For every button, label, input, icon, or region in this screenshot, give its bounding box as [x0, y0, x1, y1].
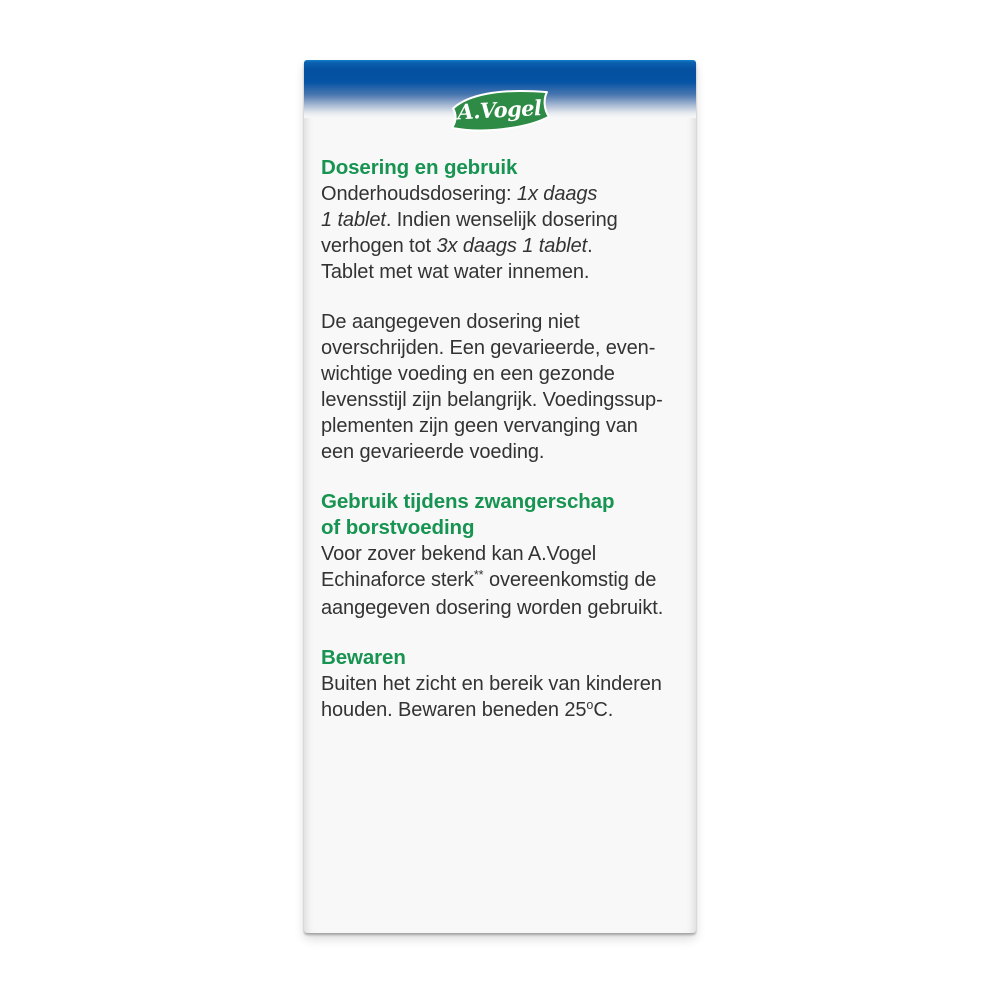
text-line: overschrijden. Een gevarieerde, even-: [321, 337, 656, 359]
text-line: levensstijl zijn belangrijk. Voedingssup-: [321, 389, 663, 411]
text-line: Voor zover bekend kan A.Vogel: [321, 543, 597, 565]
text-segment: overeenkomstig de: [483, 569, 657, 591]
section-heading: Dosering en gebruik: [321, 156, 518, 179]
text-line: [321, 259, 685, 285]
text-segment: .: [587, 235, 593, 257]
label-text-content: [321, 155, 685, 725]
text-line: Buiten het zicht en bereik van kinderen: [321, 673, 662, 695]
text-segment: Tablet met wat water innemen.: [321, 261, 590, 283]
logo-text: A.Vogel: [456, 94, 543, 125]
text-segment-italic: 1x daags: [516, 183, 598, 205]
superscript-degree: o: [586, 698, 594, 712]
text-line: een gevarieerde voeding.: [321, 441, 545, 463]
text-segment: Echinaforce sterk: [321, 569, 474, 591]
text-line: wichtige voeding en een gezonde: [321, 363, 615, 385]
text-line: De aangegeven dosering niet: [321, 311, 580, 333]
section-dosering-en-gebruik: [321, 155, 685, 285]
section-heading: of borstvoeding: [321, 516, 475, 539]
text-segment: C.: [593, 699, 614, 721]
text-segment-italic: 3x daags 1 tablet: [436, 235, 588, 257]
section-zwangerschap: [321, 489, 685, 621]
section-dosering-waarschuwing: [321, 309, 685, 465]
text-line: [321, 181, 685, 207]
text-segment: houden. Bewaren beneden 25: [321, 699, 587, 721]
text-line: plementen zijn geen vervanging van: [321, 415, 638, 437]
superscript-asterisks: **: [473, 568, 484, 582]
text-segment: . Indien wenselijk dosering: [385, 209, 618, 231]
section-heading: Gebruik tijdens zwangerschap: [321, 490, 615, 513]
package-side-panel: [304, 60, 696, 933]
text-segment: Onderhoudsdosering:: [321, 183, 517, 205]
text-segment-italic: 1 tablet: [321, 209, 386, 231]
text-line: [321, 233, 685, 259]
text-segment: verhogen tot: [321, 235, 437, 257]
text-line: [321, 207, 685, 233]
text-line: [321, 567, 685, 595]
section-heading: Bewaren: [321, 646, 406, 669]
text-line: aangegeven dosering worden gebruikt.: [321, 597, 664, 619]
text-line: [321, 697, 685, 725]
section-bewaren: [321, 645, 685, 725]
avogel-logo: [449, 86, 551, 135]
